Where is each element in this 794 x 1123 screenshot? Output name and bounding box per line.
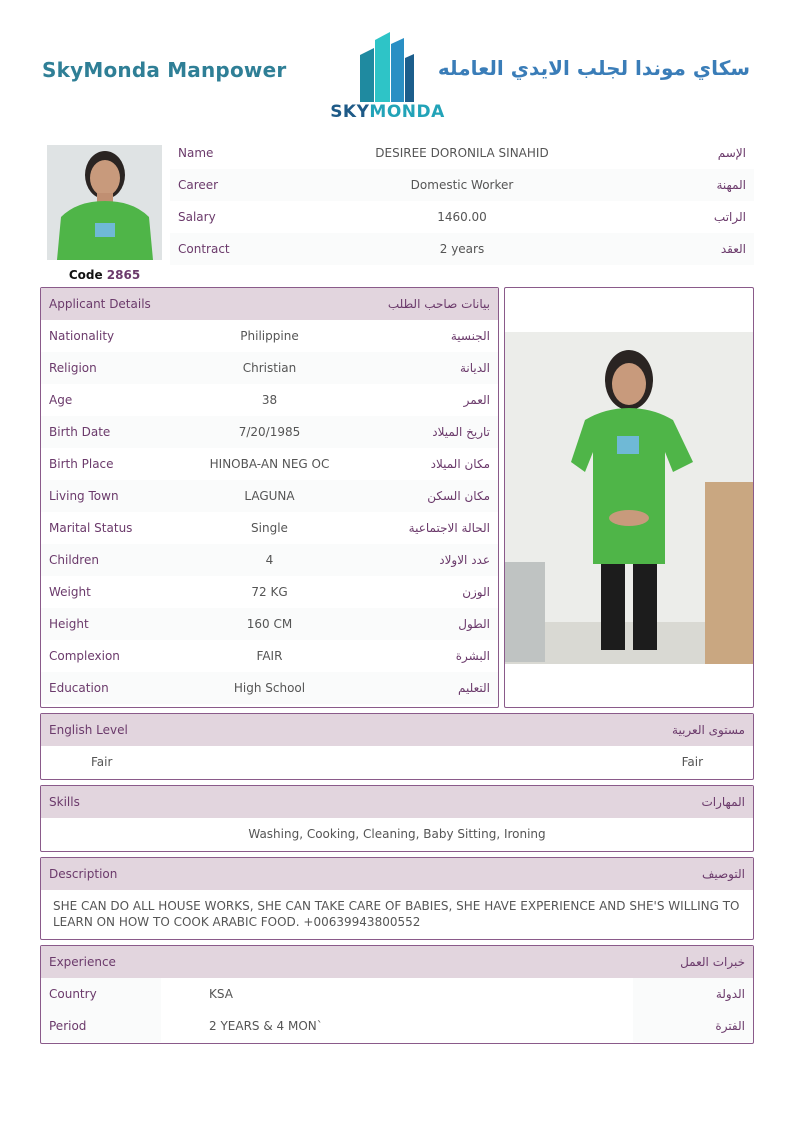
- row-label: Birth Date: [49, 425, 111, 439]
- row-label-arabic: الدولة: [715, 987, 745, 1001]
- detail-row: [41, 384, 498, 416]
- row-value: 1460.00: [437, 210, 487, 224]
- section-title: English Level: [49, 723, 128, 737]
- row-value: Christian: [242, 361, 297, 375]
- row-label-arabic: تاريخ الميلاد: [432, 425, 490, 439]
- row-label-arabic: مكان السكن: [427, 489, 490, 503]
- description-text: SHE CAN DO ALL HOUSE WORKS, SHE CAN TAKE CARE OF BABIES, SHE HAVE EXPERIENCE AND SHE'S WILLING TO LEARN ON HOW TO COOK ARABIC FOOD. +00639943800552: [53, 899, 740, 929]
- detail-row: [41, 320, 498, 352]
- row-value: Single: [251, 521, 288, 535]
- row-label-arabic: الفترة: [715, 1019, 745, 1033]
- row-label-arabic: العمر: [463, 393, 490, 407]
- section-title: Experience: [49, 955, 116, 969]
- row-label: Marital Status: [49, 521, 133, 535]
- english-level-panel: [40, 713, 754, 780]
- row-label-arabic: عدد الاولاد: [439, 553, 490, 567]
- detail-row: [41, 416, 498, 448]
- arabic-level-value: Fair: [681, 755, 703, 769]
- experience-panel: [40, 945, 754, 1044]
- detail-row: [41, 512, 498, 544]
- language-levels: [41, 746, 753, 778]
- row-value: DESIREE DORONILA SINAHID: [375, 146, 549, 160]
- description-panel: [40, 857, 754, 940]
- row-label: Contract: [178, 242, 230, 256]
- description-header: [41, 858, 753, 890]
- section-title-arabic: خبرات العمل: [680, 955, 745, 969]
- row-label: Birth Place: [49, 457, 114, 471]
- section-title: Skills: [49, 795, 80, 809]
- row-value: KSA: [161, 978, 633, 1010]
- row-label: Career: [178, 178, 219, 192]
- row-label: Religion: [49, 361, 97, 375]
- row-label: Complexion: [49, 649, 120, 663]
- row-label: Age: [49, 393, 73, 407]
- row-value: 4: [265, 553, 274, 567]
- section-title: Applicant Details: [49, 297, 151, 311]
- row-label-arabic: الحالة الاجتماعية: [408, 521, 490, 535]
- row-label-arabic: الراتب: [713, 210, 746, 224]
- skills-panel: [40, 785, 754, 852]
- row-label: Height: [49, 617, 89, 631]
- row-value: 7/20/1985: [238, 425, 301, 439]
- brand-name-english: SkyMonda Manpower: [42, 58, 287, 82]
- applicant-photo-panel: [504, 287, 754, 708]
- experience-header: [41, 946, 753, 978]
- row-label: Weight: [49, 585, 91, 599]
- summary-row-salary: [170, 201, 754, 233]
- brand-name-arabic: سكاي موندا لجلب الايدي العامله: [437, 56, 750, 80]
- detail-row: [41, 480, 498, 512]
- section-title-arabic: التوصيف: [701, 867, 745, 881]
- logo-wordmark: SKYMONDA: [330, 102, 445, 122]
- row-label-arabic: البشرة: [455, 649, 490, 663]
- detail-row: [41, 352, 498, 384]
- experience-row: [41, 1010, 753, 1042]
- row-value: 72 KG: [251, 585, 288, 599]
- row-value: 2 years: [439, 242, 485, 256]
- section-title-arabic: المهارات: [701, 795, 745, 809]
- row-label-arabic: الإسم: [717, 146, 746, 160]
- row-label-arabic: مكان الميلاد: [430, 457, 490, 471]
- row-value: 160 CM: [246, 617, 293, 631]
- row-label-arabic: المهنة: [716, 178, 746, 192]
- row-label-arabic: الديانة: [459, 361, 490, 375]
- row-label: Salary: [178, 210, 216, 224]
- row-value: 38: [261, 393, 278, 407]
- section-title-arabic: بيانات صاحب الطلب: [387, 297, 490, 311]
- applicant-code: Code 2865: [68, 268, 141, 282]
- row-value: HINOBA-AN NEG OC: [209, 457, 330, 471]
- applicant-photo-full: [505, 332, 753, 664]
- detail-row: [41, 608, 498, 640]
- row-label: Living Town: [49, 489, 119, 503]
- row-label-arabic: الوزن: [462, 585, 490, 599]
- applicant-details-header: [41, 288, 498, 320]
- summary-row-contract: [170, 233, 754, 265]
- row-value: FAIR: [256, 649, 283, 663]
- row-label: Education: [49, 681, 109, 695]
- row-label-arabic: التعليم: [458, 681, 490, 695]
- applicant-photo-small: [47, 145, 162, 260]
- row-value: LAGUNA: [244, 489, 295, 503]
- person-fullbody-icon: [505, 332, 753, 664]
- detail-row: [41, 640, 498, 672]
- row-label-arabic: الجنسية: [450, 329, 490, 343]
- english-level-value: Fair: [91, 755, 113, 769]
- detail-row: [41, 672, 498, 704]
- skills-header: [41, 786, 753, 818]
- summary-table: [170, 137, 754, 265]
- row-label: Children: [49, 553, 99, 567]
- row-value: 2 YEARS & 4 MON`: [161, 1010, 633, 1042]
- row-value: Domestic Worker: [410, 178, 514, 192]
- summary-row-career: [170, 169, 754, 201]
- english-level-header: [41, 714, 753, 746]
- detail-row: [41, 448, 498, 480]
- experience-row: [41, 978, 753, 1010]
- row-label-arabic: العقد: [720, 242, 746, 256]
- summary-row-name: [170, 137, 754, 169]
- row-value: Philippine: [240, 329, 299, 343]
- detail-row: [41, 576, 498, 608]
- row-label: Period: [49, 1019, 87, 1033]
- section-title-arabic: مستوى العربية: [672, 723, 745, 737]
- skills-value: Washing, Cooking, Cleaning, Baby Sitting, Ironing: [248, 827, 546, 841]
- person-portrait-icon: [47, 145, 162, 260]
- row-value: High School: [233, 681, 306, 695]
- row-label: Name: [178, 146, 214, 160]
- row-label: Country: [49, 987, 97, 1001]
- row-label-arabic: الطول: [458, 617, 490, 631]
- row-label: Nationality: [49, 329, 115, 343]
- detail-row: [41, 544, 498, 576]
- applicant-details-panel: [40, 287, 499, 708]
- section-title: Description: [49, 867, 118, 881]
